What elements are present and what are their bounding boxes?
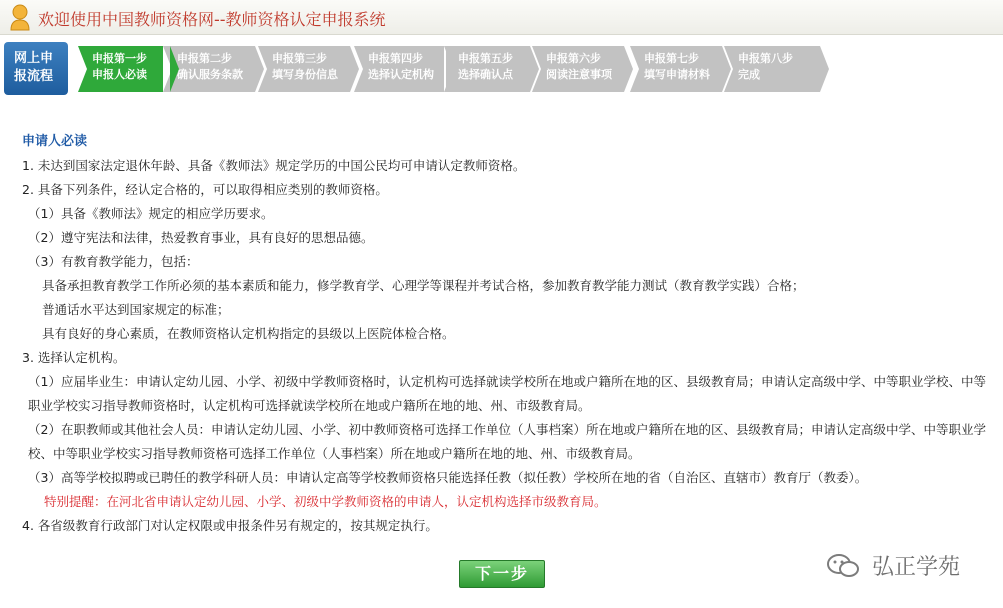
step-8-label: 完成 [738,68,760,81]
step-1-label: 申报人必读 [92,68,147,81]
notice-line-2-3-c: 具有良好的身心素质，在教师资格认定机构指定的县级以上医院体检合格。 [42,326,455,341]
notice-line-2-1: （1）具备《教师法》规定的相应学历要求。 [28,206,274,221]
step-8[interactable] [724,46,820,92]
special-reminder: 特别提醒：在河北省申请认定幼儿园、小学、初级中学教师资格的申请人，认定机构选择市级教育局。 [44,494,607,509]
step-7-label: 填写申请材料 [644,68,710,81]
notice-line-2-3-a: 具备承担教育教学工作所必须的基本素质和能力，修学教育学、心理学等课程并考试合格，参加教育教学能力测试（教育教学实践）合格； [42,278,805,293]
step-4[interactable] [354,46,446,92]
step-5-number: 申报第五步 [458,52,513,65]
step-4-number: 申报第四步 [368,52,423,65]
user-avatar-icon [8,3,32,31]
notice-line-2-3-b: 普通话水平达到国家规定的标准； [42,302,230,317]
notice-line-3-1: （1）应届毕业生：申请认定幼儿园、小学、初级中学教师资格时，认定机构可选择就读学校所在地或户籍所在地的区、县级教育局；申请认定高级中学、中等职业学校、中等职业学校实习指导教师资格时，认定机构可选择就读学校所在地或户籍所在地的地、州、市级教育局。 [28,374,986,413]
next-step-button[interactable]: 下一步 [459,560,545,588]
step-7[interactable] [630,46,722,92]
step-1-number: 申报第一步 [92,52,147,65]
notice-line-2: 2. 具备下列条件，经认定合格的，可以取得相应类别的教师资格。 [22,182,388,197]
step-6-label: 阅读注意事项 [546,68,612,81]
notice-title: 申请人必读 [22,134,88,149]
wechat-icon [826,552,860,580]
notice-line-3-2: （2）在职教师或其他社会人员：申请认定幼儿园、小学、初中教师资格可选择工作单位（人事档案）所在地或户籍所在地的区、县级教育局；申请认定高级中学、中等职业学校、中等职业学校实习指导教师资格可选择工作单位（人事档案）所在地或户籍所在地的地、州、市级教育局。 [28,422,986,461]
step-5-label: 选择确认点 [458,68,513,81]
step-3-label: 填写身份信息 [272,68,338,81]
notice-line-3-3: （3）高等学校拟聘或已聘任的教学科研人员：申请认定高等学校教师资格只能选择任教（拟任教）学校所在地的省（自治区、直辖市）教育厅（教委）。 [28,470,868,485]
step-2-number: 申报第二步 [177,52,232,65]
notice-line-4: 4. 各省级教育行政部门对认定权限或申报条件另有规定的，按其规定执行。 [22,518,438,533]
notice-line-2-3: （3）有教育教学能力，包括： [28,254,199,269]
process-label-line1: 网上申 [14,51,54,66]
notice-content [22,130,992,538]
step-1[interactable] [78,46,170,92]
notice-line-1: 1. 未达到国家法定退休年龄、具备《教师法》规定学历的中国公民均可申请认定教师资格。 [22,158,526,173]
step-7-number: 申报第七步 [644,52,699,65]
header-bar [0,0,1003,35]
page-title: 欢迎使用中国教师资格网--教师资格认定申报系统 [38,10,386,29]
step-3-number: 申报第三步 [272,52,327,65]
step-8-number: 申报第八步 [738,52,793,65]
step-4-label: 选择认定机构 [368,68,434,81]
watermark-text: 弘正学苑 [872,555,961,580]
process-label [4,42,68,95]
process-label-line2: 报流程 [14,69,54,84]
notice-line-2-2: （2）遵守宪法和法律，热爱教育事业，具有良好的思想品德。 [28,230,374,245]
step-6[interactable] [532,46,624,92]
step-2-label: 确认服务条款 [177,68,243,81]
step-3[interactable] [258,46,350,92]
step-6-number: 申报第六步 [546,52,601,65]
notice-line-3: 3. 选择认定机构。 [22,350,126,365]
step-5[interactable] [444,46,530,92]
